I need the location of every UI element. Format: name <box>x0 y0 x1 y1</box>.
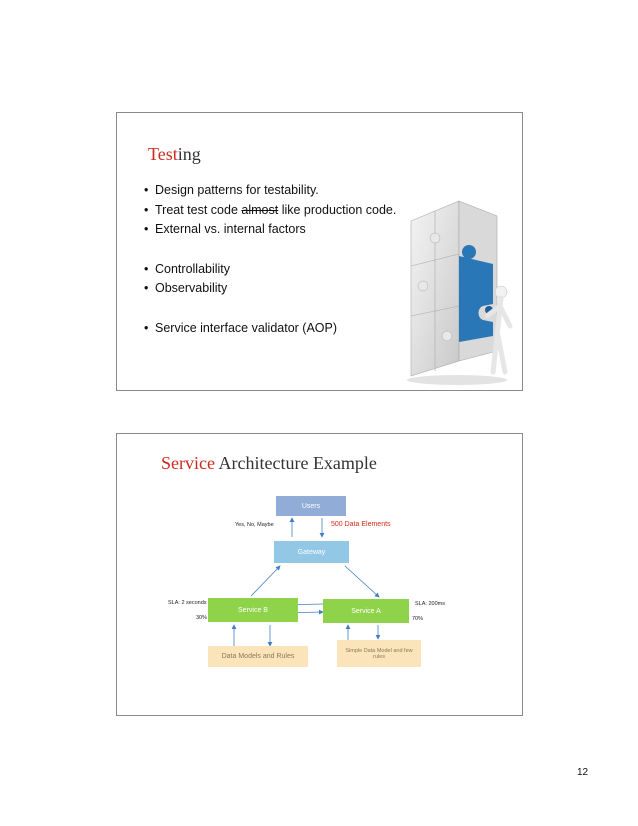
bullet-item: • External vs. internal factors <box>144 222 306 236</box>
bullet-item: • Design patterns for testability. <box>144 183 319 197</box>
yes-no-maybe-label: Yes, No, Maybe <box>235 522 274 528</box>
title-accent: Test <box>148 144 178 164</box>
diagram-arrows <box>117 434 522 715</box>
slide-title <box>148 144 201 165</box>
service-b-box: Service B <box>208 598 298 622</box>
title-rest: Architecture Example <box>214 453 377 473</box>
data-models-b-box: Data Models and Rules <box>208 646 308 667</box>
bullet-list <box>144 181 396 338</box>
arrow-serviceb-to-gateway <box>251 566 280 596</box>
bullet-spacer <box>144 240 396 260</box>
bullet-item: • Treat test code almost like production code. <box>144 202 397 217</box>
sla-b-label: SLA: 2 seconds <box>168 600 207 606</box>
bullet-item: • Observability <box>144 281 228 295</box>
sla-a-label: SLA: 200ms <box>415 601 445 607</box>
bullet-spacer <box>144 299 396 319</box>
data-models-a-box: Simple Data Model and few rules <box>337 640 421 667</box>
arrow-gateway-to-servicea <box>345 566 379 597</box>
title-rest: ing <box>177 144 201 164</box>
percent-b-label: 30% <box>196 615 208 621</box>
slide-service-architecture <box>116 433 523 716</box>
puzzle-figure-illustration <box>397 186 517 386</box>
strikethrough-text: almost <box>241 202 279 217</box>
service-a-box: Service A <box>323 599 409 623</box>
title-accent: Service <box>161 453 215 473</box>
bullet-item: • Service interface validator (AOP) <box>144 320 338 335</box>
slide-testing <box>116 112 523 391</box>
data-elements-label: 500 Data Elements <box>331 521 391 528</box>
users-box: Users <box>276 496 346 516</box>
gateway-box: Gateway <box>274 541 349 563</box>
bullet-item: • Controllability <box>144 261 231 276</box>
page-number: 12 <box>577 767 589 778</box>
percent-a-label: 70% <box>412 616 424 622</box>
